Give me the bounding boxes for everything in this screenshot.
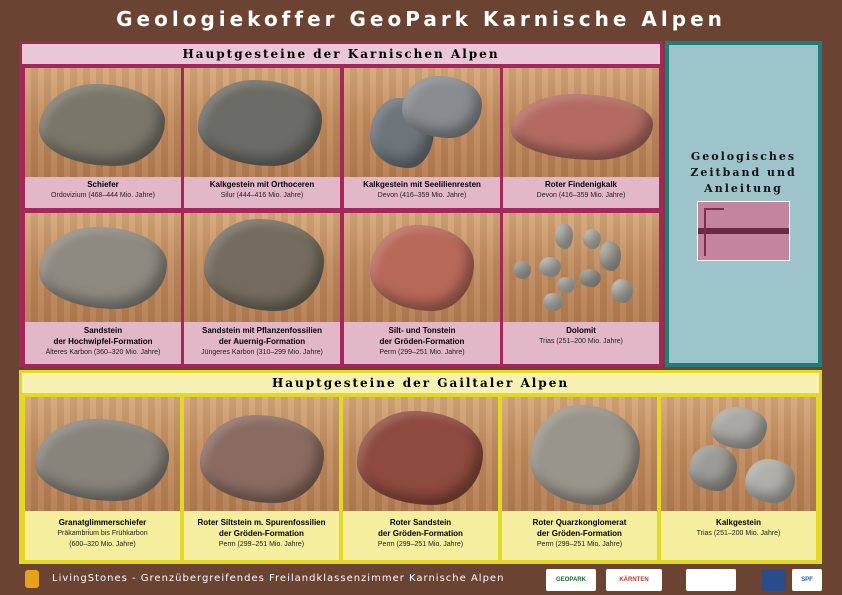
rock-card-findenigkalk[interactable] xyxy=(503,68,659,208)
rock-formation: der Gröden-Formation xyxy=(219,529,304,538)
rock-age: Jüngeres Karbon (310–299 Mio. Jahre) xyxy=(201,349,323,356)
rock-age: Älteres Karbon (360–320 Mio. Jahre) xyxy=(45,349,161,356)
rock-photo xyxy=(503,213,659,322)
rock-name: Granatglimmerschiefer xyxy=(58,518,147,527)
rock-name: Kalkgestein xyxy=(716,518,761,527)
rock-name: Roter Siltstein m. Spurenfossilien xyxy=(197,518,326,527)
rock-formation: der Hochwipfel-Formation xyxy=(53,337,153,346)
gailtaler-heading: Hauptgesteine der Gailtaler Alpen xyxy=(22,373,819,393)
rock-detail: Präkambrium bis Frühkarbon xyxy=(57,530,148,537)
kaernten-logo[interactable]: KÄRNTEN xyxy=(606,569,662,591)
rock-name: Kalkgestein mit Seelilienresten xyxy=(363,180,481,189)
rock-age: (600–320 Mio. Jahre) xyxy=(69,541,136,548)
footer-text: LivingStones - Grenzübergreifendes Freilandklassenzimmer Karnische Alpen xyxy=(52,573,505,584)
rock-card-roter-siltstein[interactable] xyxy=(184,397,339,560)
rock-age: Devon (416–359 Mio. Jahre) xyxy=(377,192,467,199)
rock-card-silt-tonstein[interactable] xyxy=(344,213,500,364)
rock-name: Silt- und Tonstein xyxy=(388,326,456,335)
rock-name: Kalkgestein mit Orthoceren xyxy=(209,180,315,189)
rock-card-quarzkonglomerat[interactable] xyxy=(502,397,657,560)
rock-formation: der Gröden-Formation xyxy=(537,529,622,538)
side-panel-zeitband[interactable] xyxy=(665,41,822,367)
rock-name: Sandstein xyxy=(83,326,123,335)
geopark-logo[interactable]: GEOPARK xyxy=(546,569,596,591)
side-panel-text: Geologisches Zeitband und Anleitung xyxy=(690,150,797,195)
rock-name: Dolomit xyxy=(566,326,596,335)
rock-name: Schiefer xyxy=(87,180,119,189)
rock-card-schiefer[interactable] xyxy=(25,68,181,208)
rock-photo xyxy=(25,68,181,177)
spf-logo[interactable]: SPF xyxy=(792,569,822,591)
rock-age: Silur (444–416 Mio. Jahre) xyxy=(220,192,304,199)
rock-photo xyxy=(184,397,339,511)
rock-name: Roter Sandstein xyxy=(389,518,452,527)
rock-photo xyxy=(344,213,500,322)
rock-age: Perm (299–251 Mio. Jahre) xyxy=(536,541,623,548)
partner-logo[interactable] xyxy=(686,569,736,591)
rock-name: Roter Quarzkonglomerat xyxy=(532,518,627,527)
rock-age: Perm (299–251 Mio. Jahre) xyxy=(218,541,305,548)
rock-card-roter-sandstein[interactable] xyxy=(343,397,498,560)
rock-card-kalkgestein[interactable] xyxy=(661,397,816,560)
rock-photo xyxy=(344,68,500,177)
footer xyxy=(0,566,842,595)
partner-logo-2[interactable] xyxy=(762,569,786,591)
rock-photo xyxy=(661,397,816,511)
rock-name: Roter Findenigkalk xyxy=(544,180,617,189)
rock-photo xyxy=(184,68,340,177)
rock-photo xyxy=(502,397,657,511)
poster-title: Geologiekoffer GeoPark Karnische Alpen xyxy=(116,7,726,31)
karnische-heading: Hauptgesteine der Karnischen Alpen xyxy=(22,44,660,64)
rock-card-orthoceren[interactable] xyxy=(184,68,340,208)
rock-age: Devon (416–359 Mio. Jahre) xyxy=(536,192,626,199)
rock-age: Perm (299–251 Mio. Jahre) xyxy=(377,541,464,548)
rock-age: Trias (251–200 Mio. Jahre) xyxy=(696,530,781,537)
rock-photo xyxy=(503,68,659,177)
rock-age: Trias (251–200 Mio. Jahre) xyxy=(539,338,623,345)
rock-photo xyxy=(25,397,180,511)
rock-formation: der Auernig-Formation xyxy=(218,337,306,346)
zeitband-thumbnail[interactable] xyxy=(697,201,790,261)
gailtaler-section xyxy=(19,370,822,564)
rock-photo xyxy=(25,213,181,322)
rock-name: Sandstein mit Pflanzenfossilien xyxy=(201,326,323,335)
rock-card-auernig[interactable] xyxy=(184,213,340,364)
rock-card-dolomit[interactable] xyxy=(503,213,659,364)
rock-age: Ordovizium (468–444 Mio. Jahre) xyxy=(51,192,155,199)
rock-photo xyxy=(184,213,340,322)
rock-formation: der Gröden-Formation xyxy=(378,529,463,538)
rock-age: Perm (299–251 Mio. Jahre) xyxy=(379,349,465,356)
karnische-section xyxy=(19,41,663,367)
rock-card-granatglimmerschiefer[interactable] xyxy=(25,397,180,560)
rock-photo xyxy=(343,397,498,511)
rock-card-seelilien[interactable] xyxy=(344,68,500,208)
rock-card-hochwipfel[interactable] xyxy=(25,213,181,364)
livingstones-logo-icon xyxy=(25,570,39,588)
rock-formation: der Gröden-Formation xyxy=(379,337,465,346)
